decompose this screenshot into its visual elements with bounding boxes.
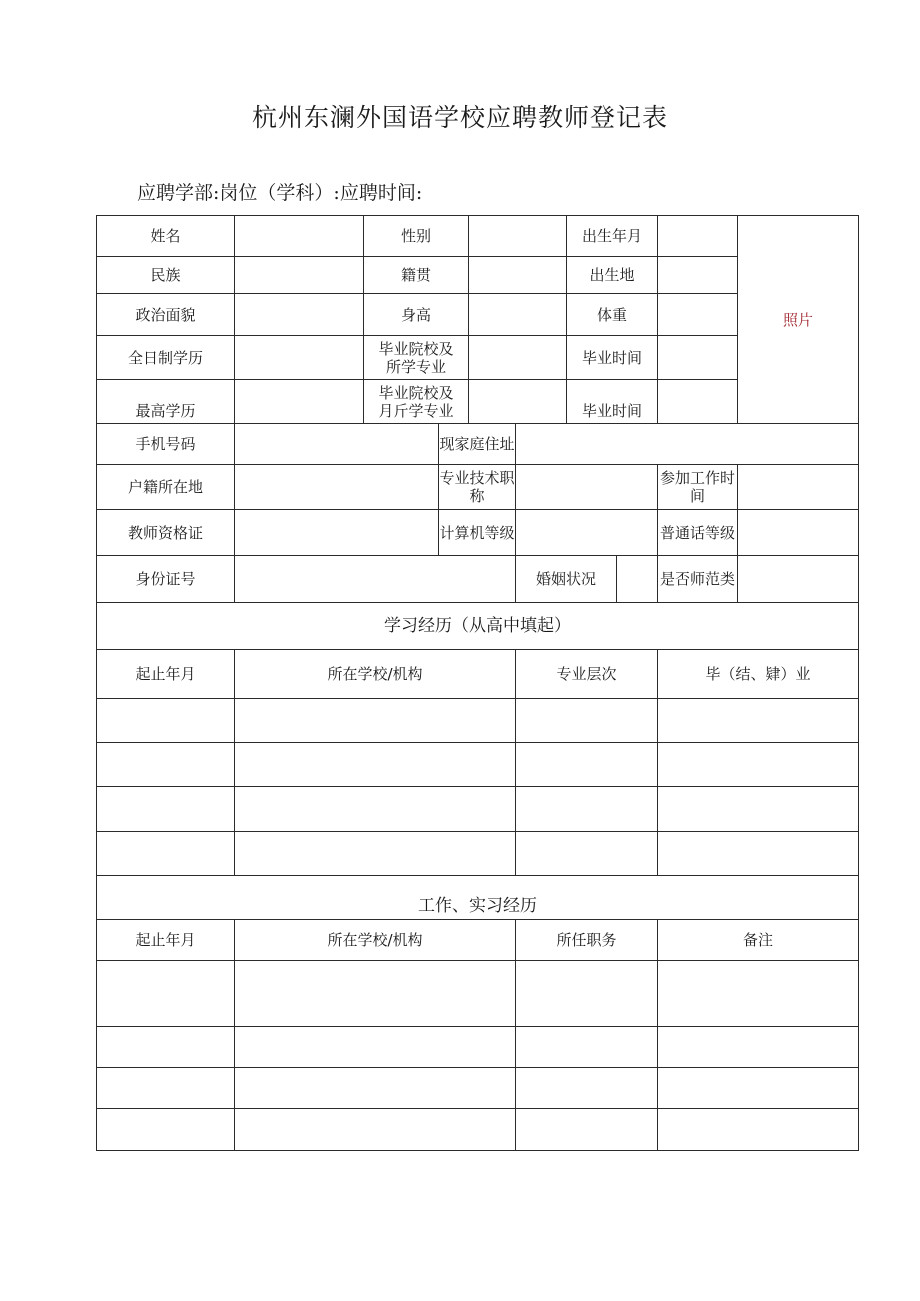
marital-label: 婚姻状况 — [516, 556, 617, 603]
birth-label: 出生年月 — [567, 216, 658, 257]
professional-title-field[interactable] — [516, 465, 658, 510]
fulltime-edu-label: 全日制学历 — [97, 336, 235, 380]
work-header-position: 所任职务 — [516, 920, 658, 961]
fulltime-school-major-label-line2: 所学专业 — [386, 357, 447, 376]
birthplace-field[interactable] — [658, 257, 738, 294]
cert-label: 教师资格证 — [97, 510, 235, 556]
mandarin-label: 普通话等级 — [658, 510, 738, 556]
gender-field[interactable] — [469, 216, 567, 257]
highest-edu-label: 最高学历 — [97, 380, 235, 424]
work-cell[interactable] — [235, 1068, 516, 1109]
study-header-completion: 毕（结、肄）业 — [658, 650, 859, 699]
work-header-remarks: 备注 — [658, 920, 859, 961]
highest-school-major-label-line1: 毕业院校及 — [378, 383, 454, 402]
study-cell[interactable] — [658, 699, 859, 743]
fulltime-grad-time-label: 毕业时间 — [567, 336, 658, 380]
work-cell[interactable] — [516, 1109, 658, 1151]
political-label: 政治面貌 — [97, 294, 235, 336]
study-cell[interactable] — [516, 787, 658, 832]
work-cell[interactable] — [97, 1027, 235, 1068]
id-label: 身份证号 — [97, 556, 235, 603]
form-title: 杭州东澜外国语学校应聘教师登记表 — [251, 103, 668, 132]
hukou-field[interactable] — [235, 465, 439, 510]
study-cell[interactable] — [235, 699, 516, 743]
study-cell[interactable] — [516, 743, 658, 787]
birth-field[interactable] — [658, 216, 738, 257]
ethnicity-label: 民族 — [97, 257, 235, 294]
study-cell[interactable] — [97, 832, 235, 876]
department-label: 应聘学部: — [137, 182, 220, 204]
fulltime-school-major-field[interactable] — [469, 336, 567, 380]
study-row — [97, 699, 859, 743]
work-cell[interactable] — [658, 1109, 859, 1151]
row-name — [97, 216, 859, 257]
study-cell[interactable] — [658, 832, 859, 876]
study-header-period: 起止年月 — [97, 650, 235, 699]
fulltime-school-major-label-line1: 毕业院校及 — [378, 339, 454, 358]
study-section-title: 学习经历（从高中填起） — [97, 603, 859, 650]
height-field[interactable] — [469, 294, 567, 336]
study-header-level: 专业层次 — [516, 650, 658, 699]
phone-label: 手机号码 — [97, 424, 235, 465]
work-start-label: 参加工作时间 — [658, 465, 738, 510]
weight-field[interactable] — [658, 294, 738, 336]
application-subheader — [137, 178, 422, 205]
work-header-period: 起止年月 — [97, 920, 235, 961]
work-row — [97, 1068, 859, 1109]
study-cell[interactable] — [516, 832, 658, 876]
work-row — [97, 1109, 859, 1151]
study-cell[interactable] — [97, 787, 235, 832]
work-cell[interactable] — [658, 1027, 859, 1068]
study-cell[interactable] — [658, 743, 859, 787]
work-row — [97, 961, 859, 1027]
study-cell[interactable] — [97, 699, 235, 743]
fulltime-grad-time-field[interactable] — [658, 336, 738, 380]
fulltime-edu-field[interactable] — [235, 336, 364, 380]
address-label: 现家庭住址 — [439, 424, 516, 465]
ethnicity-field[interactable] — [235, 257, 364, 294]
work-cell[interactable] — [97, 961, 235, 1027]
hukou-label: 户籍所在地 — [97, 465, 235, 510]
mandarin-field[interactable] — [738, 510, 859, 556]
work-cell[interactable] — [516, 1027, 658, 1068]
work-cell[interactable] — [235, 1027, 516, 1068]
work-cell[interactable] — [235, 1109, 516, 1151]
birthplace-label: 出生地 — [567, 257, 658, 294]
name-label: 姓名 — [97, 216, 235, 257]
study-section-row — [97, 603, 859, 650]
row-cert — [97, 510, 859, 556]
gender-label: 性别 — [364, 216, 469, 257]
study-header-school: 所在学校/机构 — [235, 650, 516, 699]
study-header-row — [97, 650, 859, 699]
study-cell[interactable] — [516, 699, 658, 743]
study-cell[interactable] — [235, 832, 516, 876]
native-place-field[interactable] — [469, 257, 567, 294]
fulltime-school-major-label — [364, 336, 469, 380]
normal-school-field[interactable] — [738, 556, 859, 603]
address-field[interactable] — [516, 424, 859, 465]
highest-school-major-label-line2: 月斤学专业 — [378, 401, 454, 420]
study-row — [97, 832, 859, 876]
highest-school-major-label — [364, 380, 469, 424]
highest-edu-field[interactable] — [235, 380, 364, 424]
id-field[interactable] — [235, 556, 516, 603]
study-row — [97, 787, 859, 832]
study-cell[interactable] — [97, 743, 235, 787]
native-place-label: 籍贯 — [364, 257, 469, 294]
work-cell[interactable] — [97, 1109, 235, 1151]
row-phone — [97, 424, 859, 465]
work-row — [97, 1027, 859, 1068]
position-label: 岗位（学科）: — [219, 182, 340, 204]
work-cell[interactable] — [235, 961, 516, 1027]
computer-field[interactable] — [516, 510, 658, 556]
political-field[interactable] — [235, 294, 364, 336]
work-cell[interactable] — [516, 961, 658, 1027]
work-cell[interactable] — [516, 1068, 658, 1109]
study-cell[interactable] — [235, 743, 516, 787]
computer-label: 计算机等级 — [439, 510, 516, 556]
phone-field[interactable] — [235, 424, 439, 465]
normal-school-label: 是否师范类 — [658, 556, 738, 603]
registration-table — [96, 215, 859, 1151]
photo-label: 照片 — [783, 310, 814, 329]
work-cell[interactable] — [97, 1068, 235, 1109]
application-time-label: 应聘时间: — [339, 182, 423, 204]
highest-grad-time-field[interactable] — [658, 380, 738, 424]
row-id — [97, 556, 859, 603]
row-hukou — [97, 465, 859, 510]
marital-field[interactable] — [617, 556, 658, 603]
height-label: 身高 — [364, 294, 469, 336]
work-start-field[interactable] — [738, 465, 859, 510]
work-cell[interactable] — [658, 1068, 859, 1109]
highest-school-major-field[interactable] — [469, 380, 567, 424]
cert-field[interactable] — [235, 510, 439, 556]
work-header-school: 所在学校/机构 — [235, 920, 516, 961]
work-section-title: 工作、实习经历 — [97, 876, 859, 920]
work-cell[interactable] — [658, 961, 859, 1027]
name-field[interactable] — [235, 216, 364, 257]
photo-box[interactable] — [738, 216, 859, 424]
study-cell[interactable] — [235, 787, 516, 832]
study-cell[interactable] — [658, 787, 859, 832]
weight-label: 体重 — [567, 294, 658, 336]
highest-grad-time-label: 毕业时间 — [567, 380, 658, 424]
study-row — [97, 743, 859, 787]
professional-title-label: 专业技术职称 — [439, 465, 516, 510]
work-section-row — [97, 876, 859, 920]
work-header-row — [97, 920, 859, 961]
